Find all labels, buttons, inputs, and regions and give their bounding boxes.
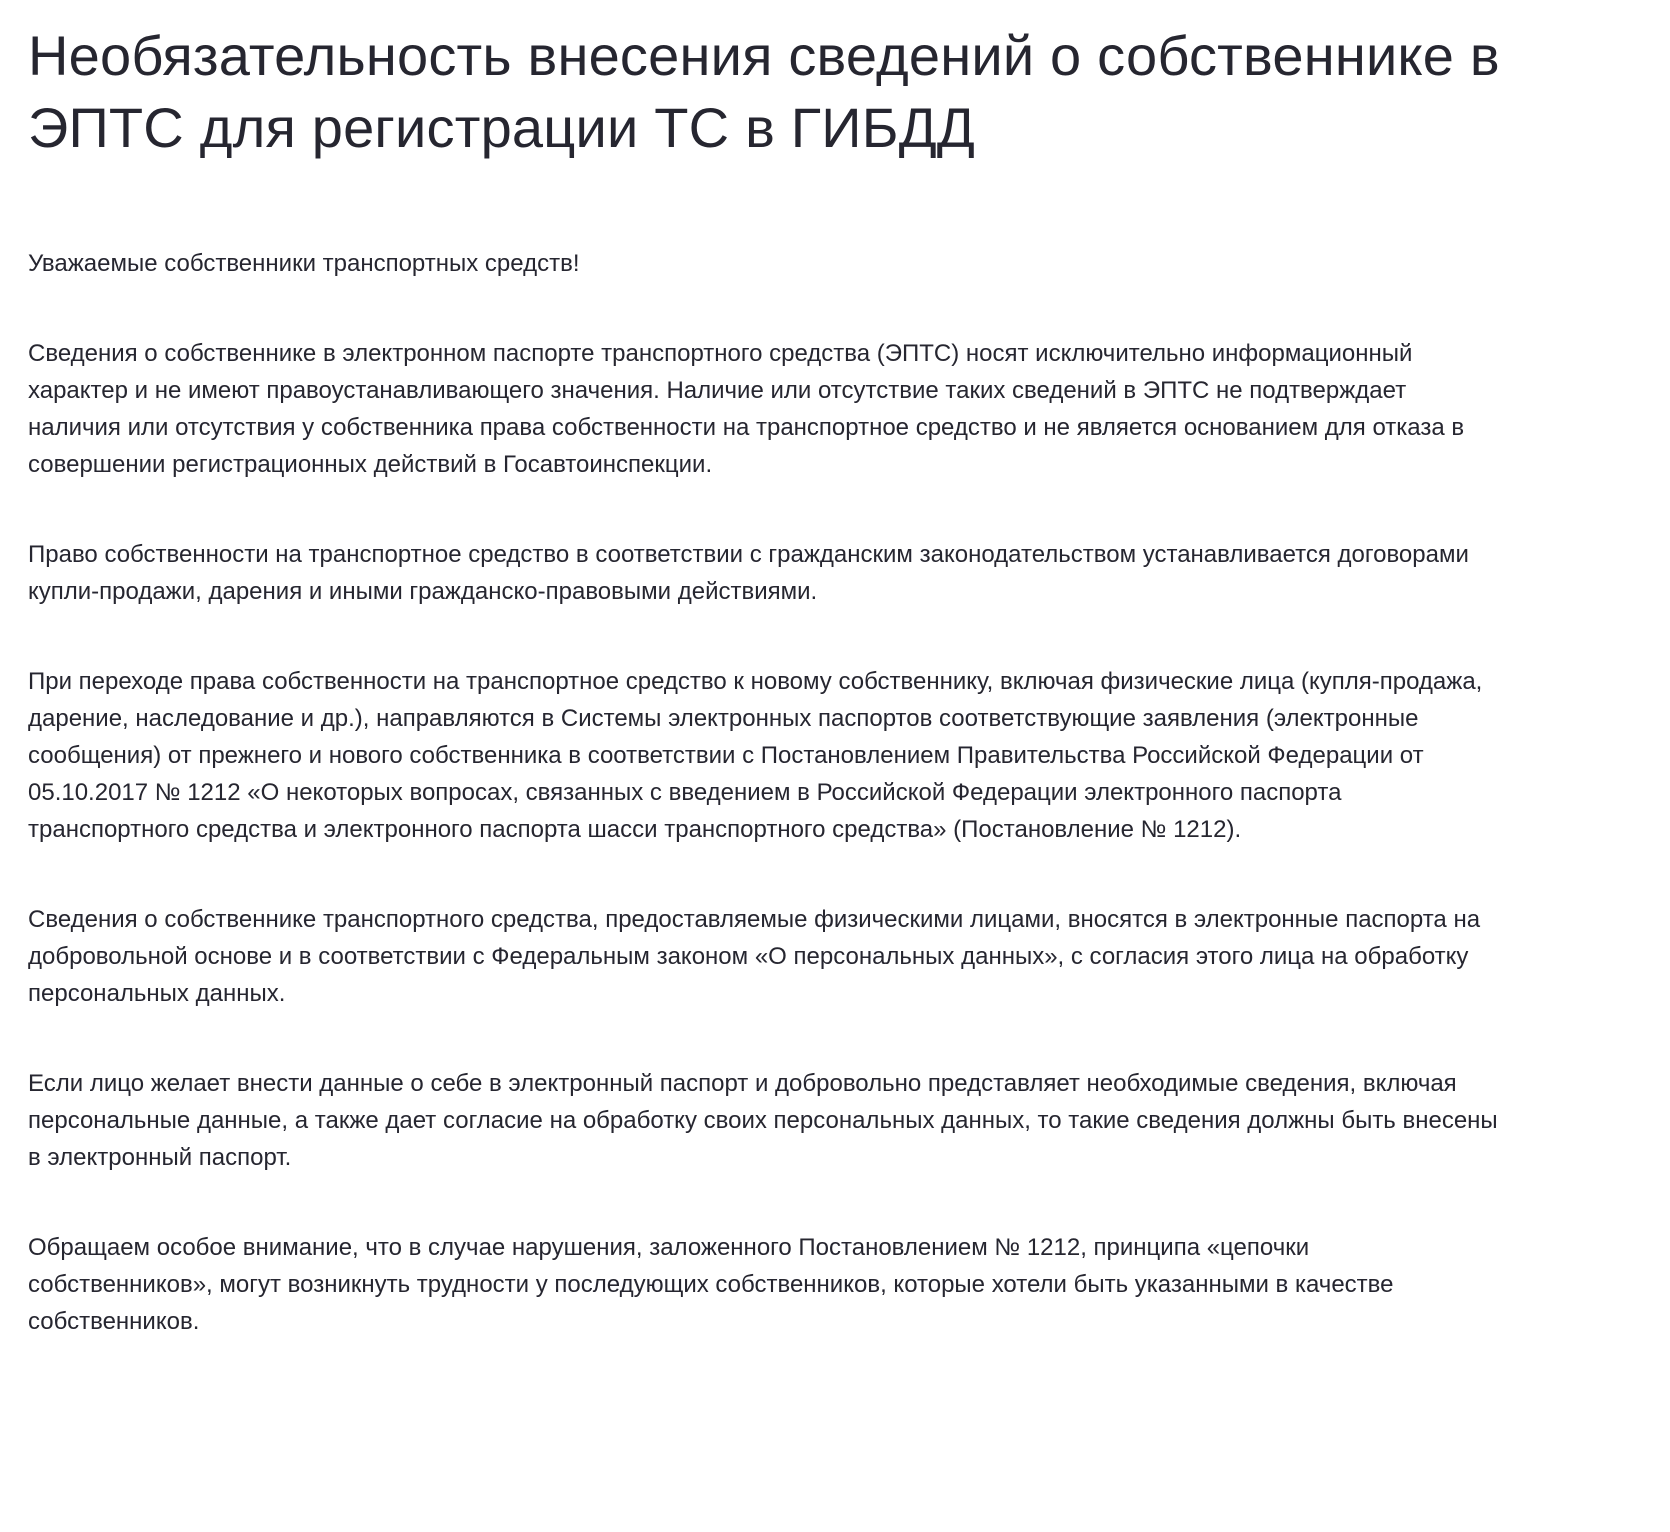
greeting: Уважаемые собственники транспортных средств! xyxy=(28,250,580,277)
paragraph-2: Право собственности на транспортное средство в соответствии с гражданским законодательством устанавливается договорами купли-продажи, дарения и иными гражданско-правовыми действиями. xyxy=(28,541,1469,605)
page-title: Необязательность внесения сведений о собственнике в ЭПТС для регистрации ТС в ГИБДД xyxy=(28,24,1500,159)
paragraph-3: При переходе права собственности на транспортное средство к новому собственнику, включая физические лица (купля-продажа, дарение, наследование и др.), направляются в Системы электронных паспортов соответствующие заявления (электронные сообщения) от прежнего и нового собственника в соответствии с Постановлением Правительства Российской Федерации от 05.10.2017 № 1212 «О некоторых вопросах, связанных с введением в Российской Федерации электронного паспорта транспортного средства и электронного паспорта шасси транспортного средства» (Постановление № 1212). xyxy=(28,668,1483,843)
paragraph-5: Если лицо желает внести данные о себе в электронный паспорт и добровольно представляет необходимые сведения, включая персональные данные, а также дает согласие на обработку своих персональных данных, то такие сведения должны быть внесены в электронный паспорт. xyxy=(28,1070,1498,1171)
paragraph-6: Обращаем особое внимание, что в случае нарушения, заложенного Постановлением № 1212, принципа «цепочки собственников», могут возникнуть трудности у последующих собственников, которые хотели быть указанными в качестве собственников. xyxy=(28,1234,1394,1335)
paragraph-1: Сведения о собственнике в электронном паспорте транспортного средства (ЭПТС) носят исключительно информационный характер и не имеют правоустанавливающего значения. Наличие или отсутствие таких сведений в ЭПТС не подтверждает наличия или отсутствия у собственника права собственности на транспортное средство и не является основанием для отказа в совершении регистрационных действий в Госавтоинспекции. xyxy=(28,340,1465,478)
paragraph-4: Сведения о собственнике транспортного средства, предоставляемые физическими лицами, вносятся в электронные паспорта на добровольной основе и в соответствии с Федеральным законом «О персональных данных», с согласия этого лица на обработку персональных данных. xyxy=(28,906,1481,1007)
article xyxy=(28,20,1538,1340)
